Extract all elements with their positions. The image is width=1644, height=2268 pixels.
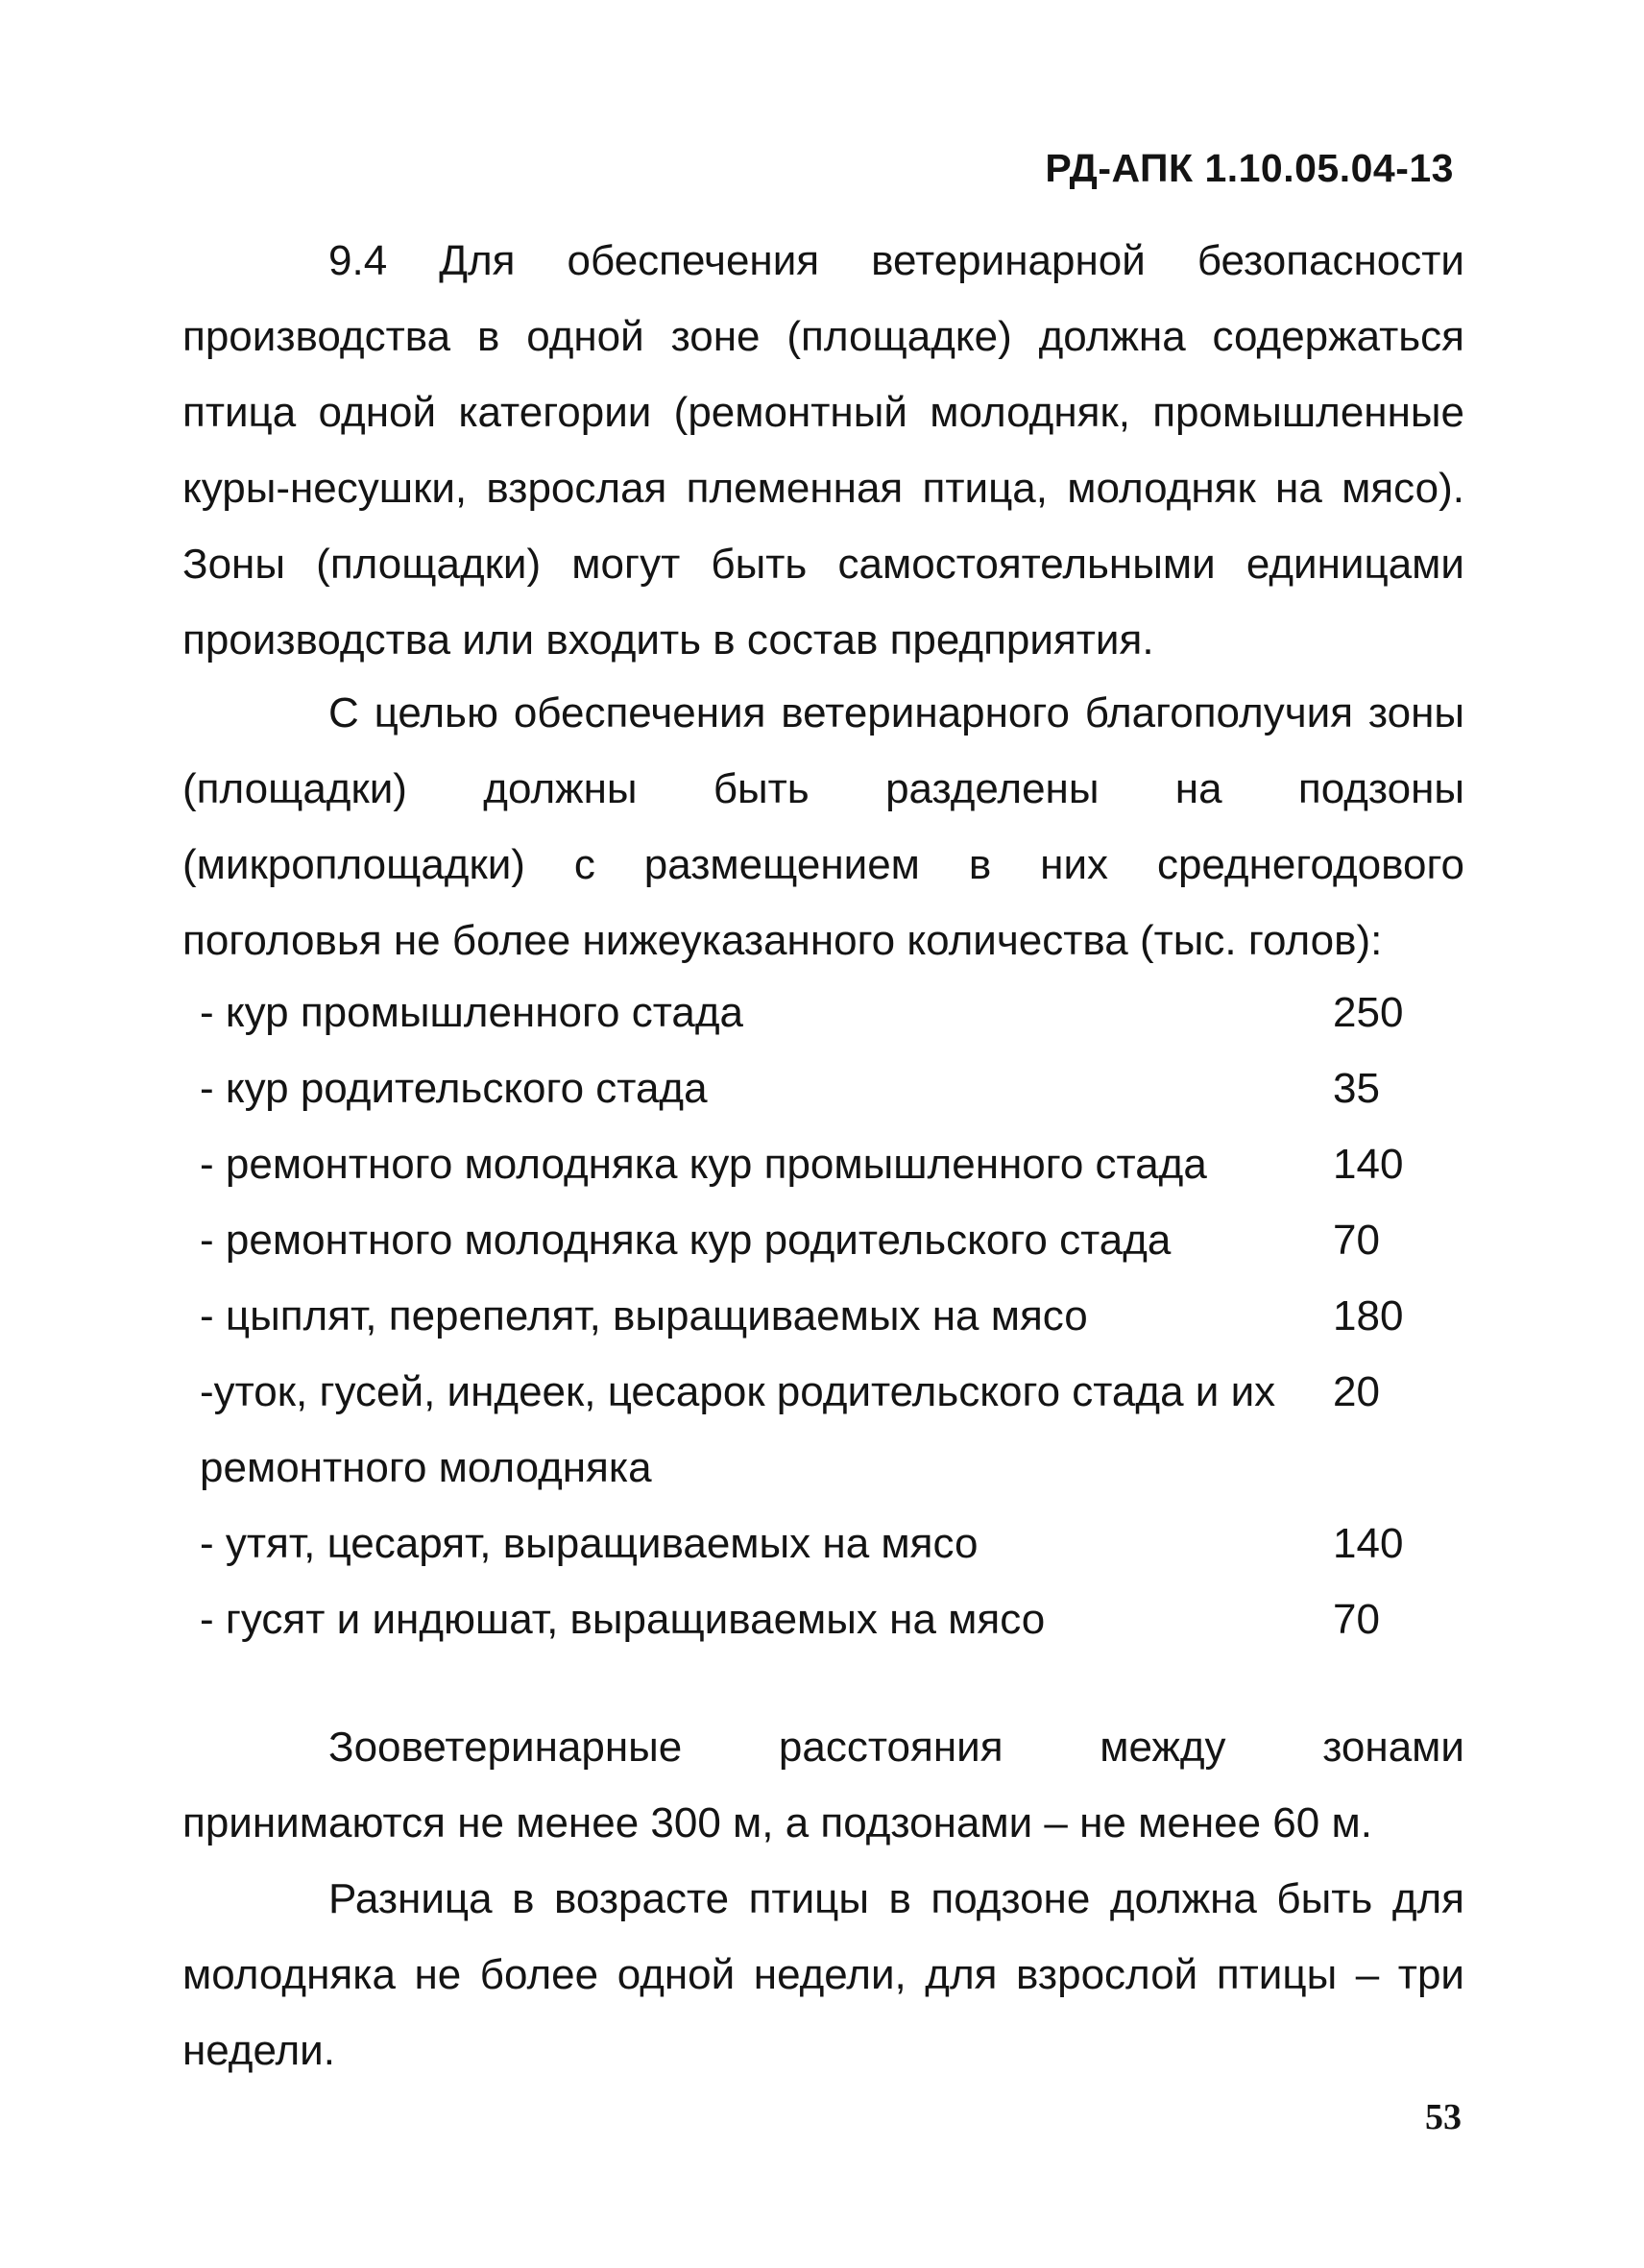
list-item <box>200 1050 1448 1126</box>
list-item-value: 70 <box>1333 1596 1380 1643</box>
list-item-label: - кур родительского стада <box>200 1065 708 1112</box>
list-item <box>200 1278 1448 1354</box>
list-item-label: - гусят и индюшат, выращиваемых на мясо <box>200 1596 1046 1643</box>
list-item-label: - кур промышленного стада <box>200 989 744 1036</box>
list-item-value: 20 <box>1333 1368 1380 1415</box>
document-code: РД-АПК 1.10.05.04-13 <box>1045 146 1454 190</box>
list-item-label: - утят, цесарят, выращиваемых на мясо <box>200 1520 979 1567</box>
paragraph-9-4: 9.4 Для обеспечения ветеринарной безопасности производства в одной зоне (площадке) должна содержаться птица одной категории (ремонтный молодняк, промышленные куры-несушки, взрослая племенная птица, молодняк на мясо). Зоны (площадки) могут быть самостоятельными единицами производства или входить в состав предприятия. <box>182 237 1464 664</box>
paragraph-distances: Зооветеринарные расстояния между зонами принимаются не менее 300 м, а подзонами – не менее 60 м. <box>182 1724 1464 1846</box>
list-item <box>200 1581 1448 1657</box>
paragraph-age-difference: Разница в возрасте птицы в подзоне должна быть для молодняка не более одной недели, для взрослой птицы – три недели. <box>182 1875 1464 2074</box>
list-item <box>200 975 1448 1050</box>
list-item-label: - цыплят, перепелят, выращиваемых на мясо <box>200 1292 1088 1339</box>
list-item <box>200 1354 1448 1506</box>
list-item-value: 180 <box>1333 1292 1404 1339</box>
list-item-value: 70 <box>1333 1217 1380 1264</box>
list-item-label: -уток, гусей, индеек, цесарок родительского стада и их ремонтного молодняка <box>200 1368 1276 1491</box>
list-item-label: - ремонтного молодняка кур родительского стада <box>200 1217 1172 1264</box>
list-item-label: - ремонтного молодняка кур промышленного стада <box>200 1141 1207 1188</box>
livestock-list <box>200 975 1448 1657</box>
list-item-value: 140 <box>1333 1141 1404 1188</box>
page-number: 53 <box>1425 2097 1462 2137</box>
list-item-value: 250 <box>1333 989 1404 1036</box>
list-item <box>200 1126 1448 1202</box>
list-item-value: 140 <box>1333 1520 1404 1567</box>
list-item <box>200 1202 1448 1278</box>
paragraph-subzones: С целью обеспечения ветеринарного благополучия зоны (площадки) должны быть разделены на подзоны (микроплощадки) с размещением в них среднегодового поголовья не более нижеуказанного количества (тыс. голов): <box>182 689 1464 964</box>
list-item-value: 35 <box>1333 1065 1380 1112</box>
list-item <box>200 1506 1448 1581</box>
